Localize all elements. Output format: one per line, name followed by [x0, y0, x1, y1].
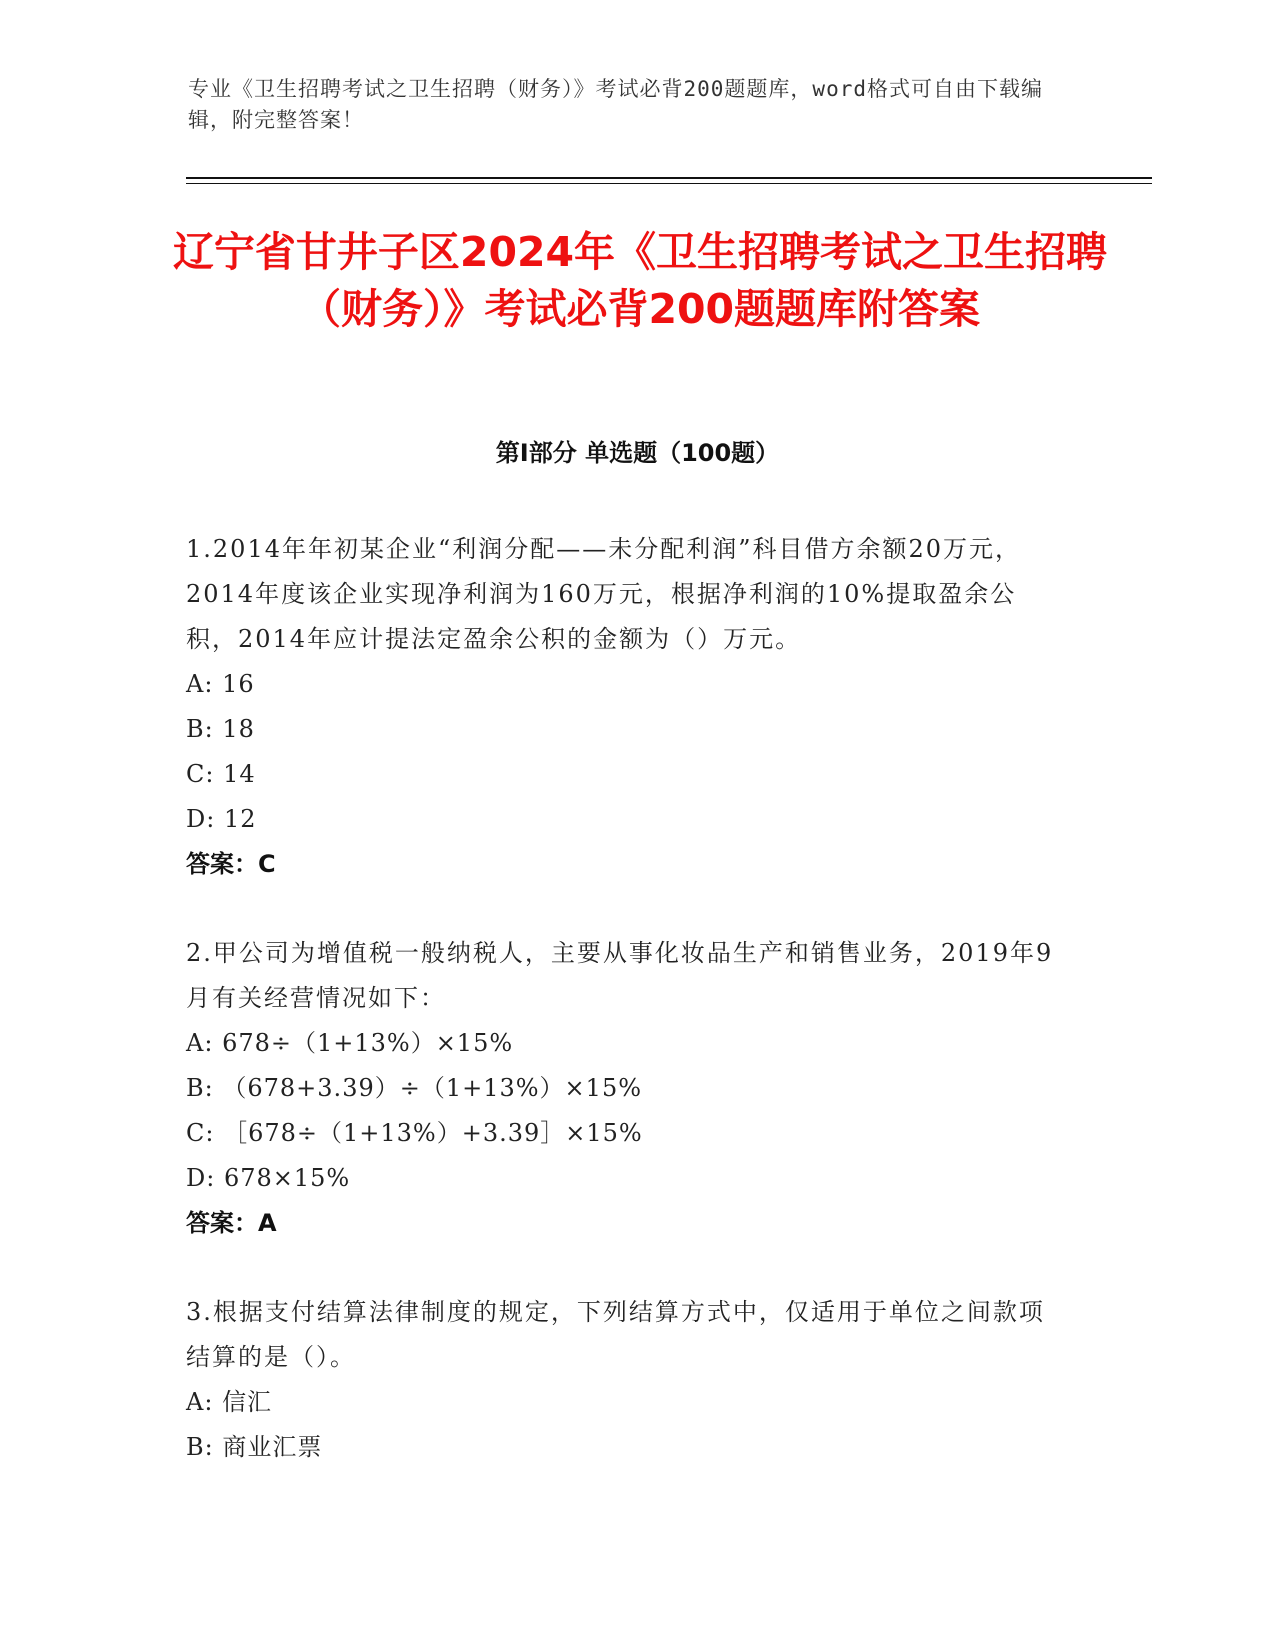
question-stem: 2.甲公司为增值税一般纳税人，主要从事化妆品生产和销售业务，2019年9月有关经营情况如下： — [186, 939, 1054, 1012]
option-letter: D: — [186, 805, 216, 833]
option-letter: A: — [186, 670, 214, 698]
option-letter: B: — [186, 715, 214, 743]
option-text: 678÷（1+13%）×15% — [222, 1029, 514, 1057]
option-text: 12 — [223, 805, 257, 833]
option-c — [186, 1111, 1066, 1156]
question-stem: 1.2014年年初某企业“利润分配——未分配利润”科目借方余额20万元，2014年度该企业实现净利润为160万元，根据净利润的10%提取盈余公积，2014年应计提法定盈余公积的金额为（）万元。 — [186, 535, 1022, 653]
option-c — [186, 752, 1066, 797]
option-letter: B: — [186, 1433, 214, 1461]
header-divider-thin — [186, 183, 1152, 184]
option-d — [186, 1156, 1066, 1201]
option-text: （678+3.39）÷（1+13%）×15% — [222, 1074, 643, 1102]
section-title: 第I部分 单选题（100题） — [495, 439, 780, 467]
option-letter: B: — [186, 1074, 214, 1102]
option-d — [186, 797, 1066, 842]
option-text: ［678÷（1+13%）+3.39］×15% — [223, 1119, 643, 1147]
option-text: 14 — [223, 760, 256, 788]
question-3 — [186, 1290, 1066, 1470]
option-b — [186, 1425, 1066, 1470]
option-a — [186, 662, 1066, 707]
question-list — [186, 527, 1066, 1514]
question-1 — [186, 527, 1066, 887]
option-text: 商业汇票 — [222, 1433, 323, 1461]
option-a — [186, 1380, 1066, 1425]
option-text: 信汇 — [222, 1388, 273, 1416]
option-letter: D: — [186, 1164, 216, 1192]
document-title: 辽宁省甘井子区2024年《卫生招聘考试之卫生招聘（财务）》考试必背200题题库附答案 — [172, 228, 1108, 333]
option-b — [186, 707, 1066, 752]
answer-line: 答案：C — [186, 850, 276, 878]
option-b — [186, 1066, 1066, 1111]
option-letter: C: — [186, 1119, 215, 1147]
option-letter: C: — [186, 760, 215, 788]
option-text: 18 — [222, 715, 255, 743]
option-text: 16 — [222, 670, 255, 698]
answer-line: 答案：A — [186, 1209, 277, 1237]
option-a — [186, 1021, 1066, 1066]
option-letter: A: — [186, 1388, 214, 1416]
header-note: 专业《卫生招聘考试之卫生招聘（财务）》考试必背200题题库，word格式可自由下载编辑，附完整答案！ — [188, 77, 1043, 132]
option-letter: A: — [186, 1029, 214, 1057]
option-text: 678×15% — [223, 1164, 351, 1192]
header-divider-thick — [186, 177, 1152, 179]
question-2 — [186, 931, 1066, 1246]
question-stem: 3.根据支付结算法律制度的规定，下列结算方式中，仅适用于单位之间款项结算的是（）。 — [186, 1298, 1045, 1371]
